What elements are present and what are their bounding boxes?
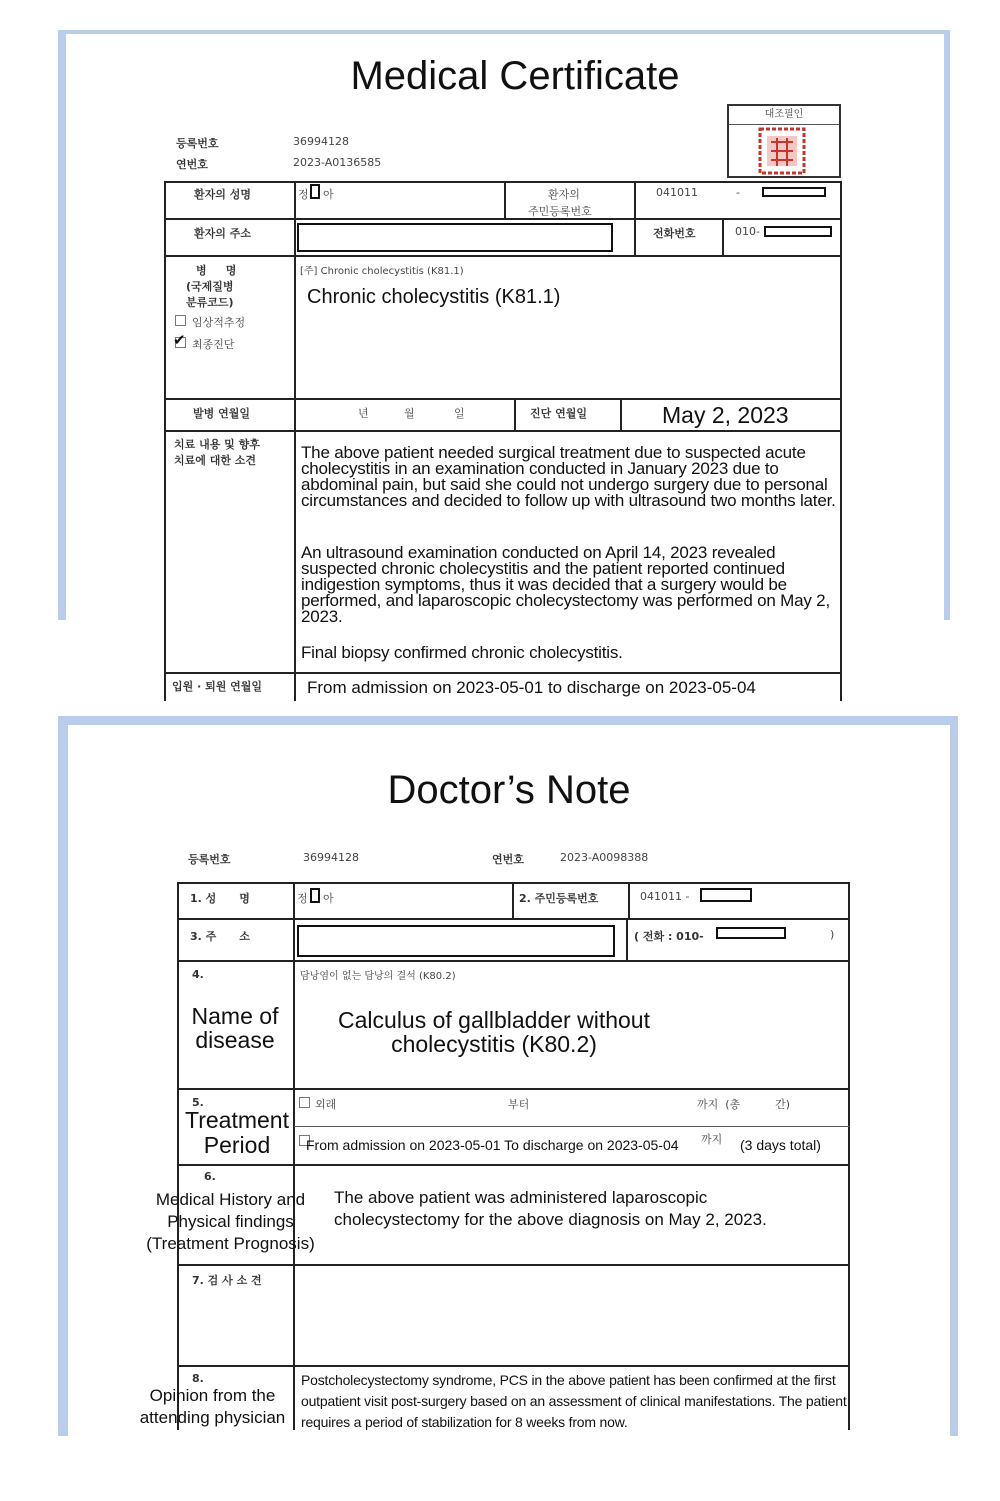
s5-number: 5.: [192, 1096, 204, 1109]
note-phone-label: ( 전화 : 010-: [634, 930, 704, 943]
medical-history-label: Medical History and Physical findings (Treatment Prognosis): [146, 1190, 315, 1253]
note-phone-close: ): [830, 928, 835, 941]
note-redacted-phone: [716, 927, 786, 939]
treatment-label-1: 치료 내용 및 향후: [174, 438, 260, 451]
patient-name-label: 환자의 성명: [194, 188, 251, 201]
note-scan-border-top: [58, 716, 958, 725]
checkmark-icon: ✔: [173, 331, 186, 349]
reg-no-value: 36994128: [293, 135, 349, 148]
cert-row2-divider-b: [722, 218, 724, 255]
patient-name-suffix: 아: [323, 188, 334, 201]
note-name-prefix: 정: [297, 892, 308, 905]
note-row2-bottom: [177, 960, 850, 962]
scan-border-top: [58, 30, 950, 34]
treatment-label-2: 치료에 대한 소견: [174, 454, 257, 467]
until-label: 까지: [701, 1133, 723, 1146]
onset-day: 일: [454, 407, 465, 420]
clinical-estimate-label: 임상적추정: [192, 316, 246, 329]
treatment-paragraph-1: The above patient needed surgical treatment due to suspected acute cholecystitis in an examination conducted in January 2023 due to abdominal pain, but said she could not undergo surgery due to personal circumstances and decided to follow up with ultrasound two months later.: [301, 443, 836, 510]
note-rrn-prefix: 041011 -: [640, 890, 690, 903]
treatment-paragraph-2: An ultrasound examination conducted on April 14, 2023 revealed suspected chronic cholecystitis and the patient reported continued indigestion symptoms, thus it was decided that a surgery would be performed, and laparoscopic cholecystectomy was performed on May 2, 2023.: [301, 543, 830, 626]
redacted-phone: [764, 226, 832, 237]
rrn-prefix: 041011: [656, 186, 698, 199]
reg-no-label: 등록번호: [176, 137, 219, 150]
note-row4-bottom: [177, 1088, 850, 1090]
s8-number: 8.: [192, 1372, 204, 1385]
cert-row2-divider-a: [634, 218, 636, 255]
cert-row1-divider-a: [504, 181, 506, 218]
note-table-right: [848, 882, 850, 1430]
outpatient-checkbox: [299, 1097, 310, 1108]
note-rrn-label: 2. 주민등록번호: [519, 892, 599, 905]
cert-row2-bottom: [164, 255, 842, 257]
rrn-label-2: 주민등록번호: [528, 205, 592, 218]
until-total-label: 까지 (총 간): [697, 1098, 791, 1111]
note-redacted-name: [310, 888, 320, 903]
clinical-estimate-checkbox: [175, 315, 186, 326]
note-row6-bottom: [177, 1264, 850, 1266]
onset-label: 발병 연월일: [193, 407, 250, 420]
certificate-title: Medical Certificate: [350, 54, 680, 98]
test-findings-label: 7. 검 사 소 견: [192, 1274, 262, 1287]
disease-label-3: 분류코드): [186, 296, 234, 309]
note-scan-border-left: [58, 716, 68, 1436]
treatment-paragraph-3: Final biopsy confirmed chronic cholecystitis.: [301, 643, 623, 662]
period-text: From admission on 2023-05-01 To discharge on 2023-05-04: [306, 1137, 679, 1153]
address-label: 환자의 주소: [194, 227, 251, 240]
cert-label-divider: [294, 181, 296, 701]
outpatient-label: 외래: [315, 1098, 337, 1111]
note-disease-en: Calculus of gallbladder without cholecystitis (K80.2): [338, 1007, 650, 1057]
note-redacted-address: [297, 925, 615, 957]
phone-label: 전화번호: [653, 227, 696, 240]
note-row1-divider-b: [628, 882, 630, 918]
note-row1-bottom: [177, 918, 850, 920]
cert-row1-bottom: [164, 218, 842, 220]
seal-label: 대조필인: [729, 106, 839, 125]
red-seal-stamp: [757, 126, 807, 176]
redacted-rrn: [762, 187, 826, 197]
onset-month: 월: [404, 407, 415, 420]
cert-row4-bottom: [164, 430, 842, 432]
opinion-label: Opinion from the attending physician: [139, 1386, 286, 1427]
scan-border-left: [58, 30, 66, 620]
disease-name-label: Name of disease: [191, 1003, 279, 1053]
cert-row4-divider-b: [620, 398, 622, 430]
note-name-suffix: 아: [323, 892, 334, 905]
medical-history-text: The above patient was administered laparoscopic cholecystectomy for the above diagnosis on May 2, 2023.: [334, 1188, 767, 1229]
diagnosis-date-label: 진단 연월일: [530, 407, 587, 420]
cert-table-top: [164, 181, 842, 183]
phone-prefix: 010-: [735, 225, 760, 238]
rrn-dash: -: [736, 186, 740, 199]
note-reg-no: 36994128: [303, 851, 359, 864]
serial-value: 2023-A0136585: [293, 156, 382, 169]
note-address-label: 3. 주 소: [190, 930, 250, 943]
note-row1-divider-a: [512, 882, 514, 918]
patient-name-prefix: 정: [298, 188, 309, 201]
note-row7-bottom: [177, 1365, 850, 1367]
s4-number: 4.: [192, 968, 204, 981]
note-row2-divider: [626, 918, 628, 960]
note-serial-label: 연번호: [492, 853, 524, 866]
from-label: 부터: [508, 1098, 530, 1111]
final-diagnosis-label: 최종진단: [192, 338, 235, 351]
disease-label-2: (국제질병: [186, 280, 234, 293]
cert-table-left: [164, 181, 166, 701]
note-disease-ko: 담낭염이 없는 담낭의 결석 (K80.2): [300, 971, 456, 982]
note-reg-no-label: 등록번호: [188, 853, 231, 866]
s6-number: 6.: [204, 1170, 216, 1183]
cert-row5-bottom: [164, 672, 842, 674]
scan-border-right: [944, 30, 950, 620]
note-row5-inner-line: [294, 1126, 850, 1127]
cert-row3-bottom: [164, 398, 842, 400]
note-title: Doctor’s Note: [387, 768, 631, 812]
redacted-address: [297, 223, 613, 252]
note-redacted-rrn: [700, 888, 752, 902]
diagnosis-date: May 2, 2023: [662, 402, 789, 428]
note-serial-no: 2023-A0098388: [560, 851, 649, 864]
note-row5-bottom: [177, 1164, 850, 1166]
note-scan-border-right: [950, 716, 958, 1436]
admission-label: 입원 · 퇴원 연월일: [172, 680, 263, 693]
disease-label-1: 병 명: [196, 264, 237, 277]
redacted-name: [310, 184, 320, 199]
disease-ko: [주] Chronic cholecystitis (K81.1): [300, 266, 464, 277]
admission-value: From admission on 2023-05-01 to discharge on 2023-05-04: [307, 678, 756, 697]
serial-label: 연번호: [176, 158, 208, 171]
treatment-period-label: Treatment Period: [185, 1107, 289, 1158]
onset-year: 년: [358, 407, 369, 420]
days-total: (3 days total): [740, 1137, 821, 1153]
opinion-text: Postcholecystectomy syndrome, PCS in the above patient has been confirmed at the first outpatient visit post-surgery based on an assessment of clinical manifestations. The patient requires a period of stabilization for 8 weeks from now.: [301, 1372, 847, 1430]
cert-row1-divider-b: [634, 181, 636, 218]
note-name-label: 1. 성 명: [190, 892, 250, 905]
disease-en: Chronic cholecystitis (K81.1): [307, 286, 561, 308]
cert-row4-divider-a: [514, 398, 516, 430]
rrn-label-1: 환자의: [548, 188, 580, 201]
